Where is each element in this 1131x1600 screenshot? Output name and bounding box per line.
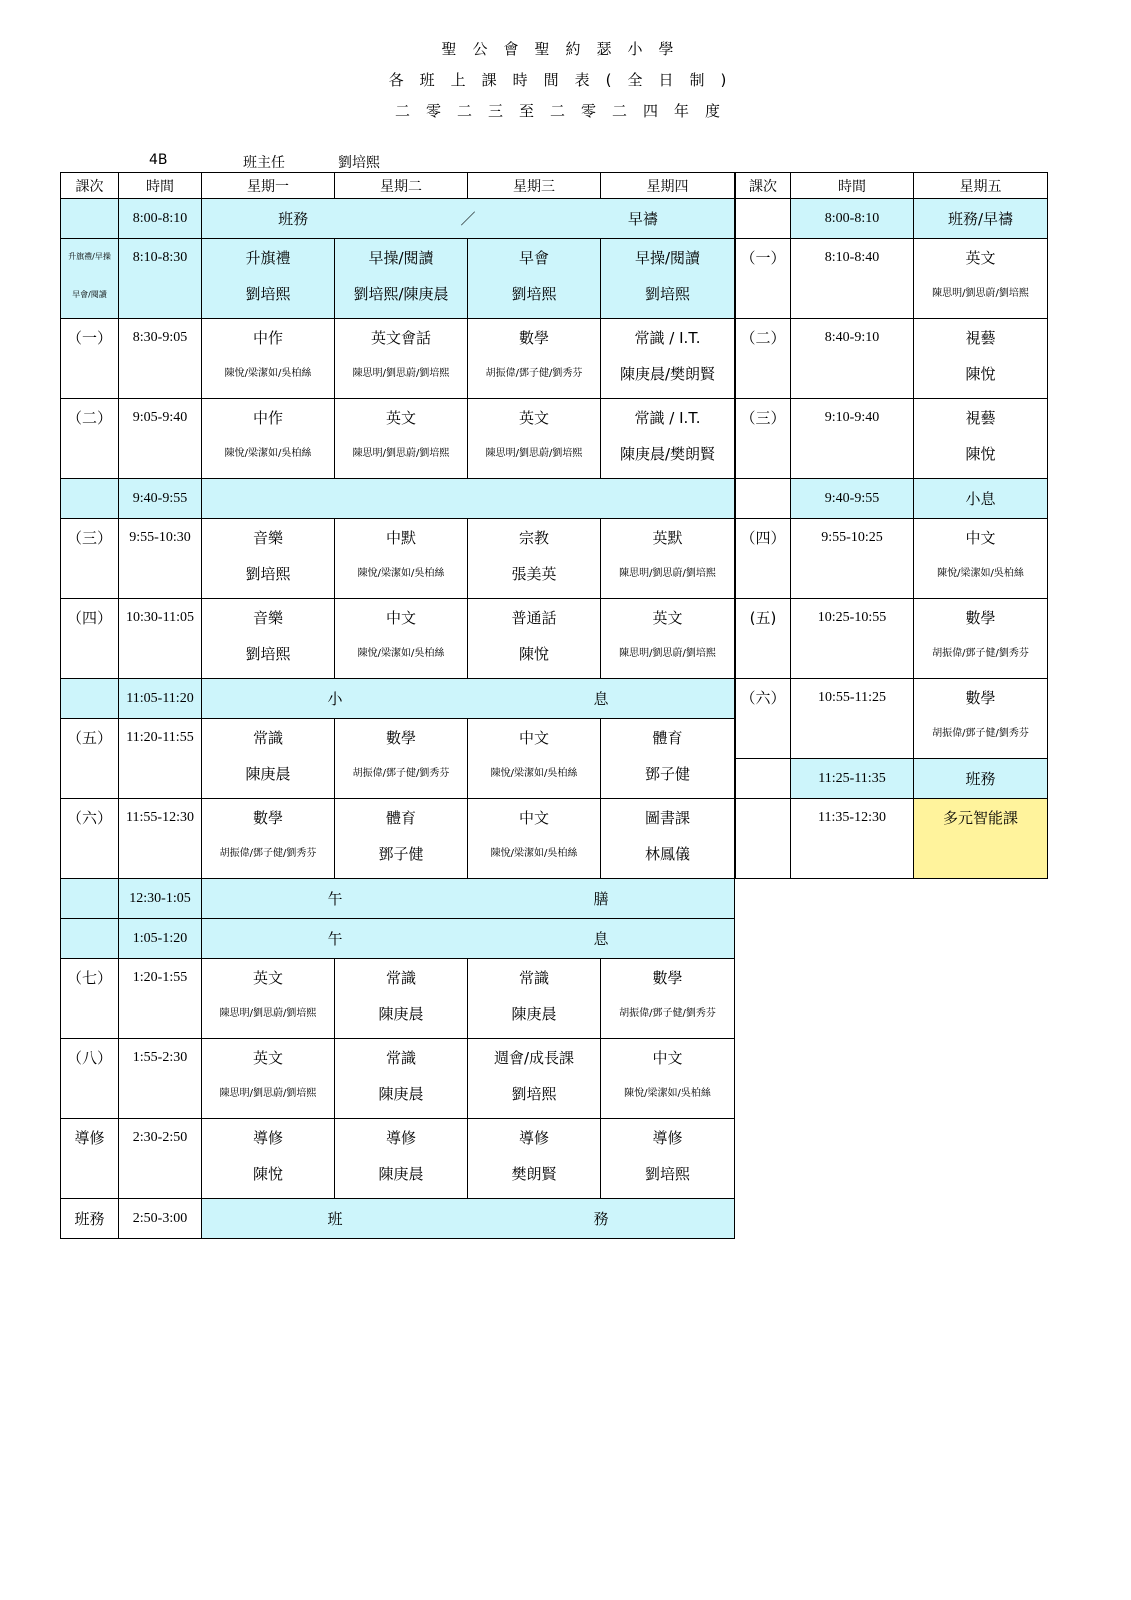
time-cell: 10:55-11:25 — [791, 679, 914, 759]
lesson-cell: 數學 胡振偉/鄧子健/劉秀芬 — [601, 959, 735, 1039]
lesson-cell: 常識 陳庚晨 — [202, 719, 335, 799]
col-period: 課次 — [61, 173, 119, 199]
table-row — [61, 1039, 735, 1119]
time-cell: 1:05-1:20 — [119, 919, 202, 959]
period-cell: （二） — [61, 399, 119, 479]
lesson-cell: 數學 胡振偉/鄧子健/劉秀芬 — [914, 599, 1048, 679]
friday-timetable — [735, 172, 1048, 879]
time-cell: 8:00-8:10 — [791, 199, 914, 239]
lesson-cell: 普通話 陳悅 — [468, 599, 601, 679]
time-cell: 11:25-11:35 — [791, 759, 914, 799]
table-row — [736, 679, 1048, 759]
lesson-cell: 視藝 陳悅 — [914, 319, 1048, 399]
period-cell: （八） — [61, 1039, 119, 1119]
time-cell: 9:55-10:30 — [119, 519, 202, 599]
table-row — [61, 479, 735, 519]
time-cell: 8:40-9:10 — [791, 319, 914, 399]
lesson-cell: 導修 樊朗賢 — [468, 1119, 601, 1199]
lesson-cell: 英文 陳思明/劉思蔚/劉培熙 — [468, 399, 601, 479]
time-cell: 9:40-9:55 — [119, 479, 202, 519]
period-cell: （三） — [61, 519, 119, 599]
table-row — [736, 399, 1048, 479]
lesson-cell: 早操/閱讀 劉培熙 — [601, 239, 735, 319]
period-cell — [61, 479, 119, 519]
lesson-cell: 英文 陳思明/劉思蔚/劉培熙 — [202, 959, 335, 1039]
time-cell: 11:05-11:20 — [119, 679, 202, 719]
period-cell: （三） — [736, 399, 791, 479]
table-row — [61, 719, 735, 799]
lesson-cell: 常識 陳庚晨 — [468, 959, 601, 1039]
table-row — [61, 1119, 735, 1199]
lesson-cell: 體育 鄧子健 — [601, 719, 735, 799]
table-row — [61, 519, 735, 599]
lesson-cell: 數學 胡振偉/鄧子健/劉秀芬 — [202, 799, 335, 879]
lesson-cell: 中文 陳悅/梁潔如/吳柏絲 — [468, 719, 601, 799]
lesson-cell: 班務/早禱 — [914, 199, 1048, 239]
period-cell: （六） — [736, 679, 791, 759]
period-cell: （五） — [61, 719, 119, 799]
table-row — [61, 679, 735, 719]
period-cell: 升旗禮/早操 早會/閱讀 — [61, 239, 119, 319]
col-time: 時間 — [791, 173, 914, 199]
lesson-cell: 常識 陳庚晨 — [335, 1039, 468, 1119]
time-cell: 9:05-9:40 — [119, 399, 202, 479]
time-cell: 8:10-8:30 — [119, 239, 202, 319]
lesson-cell: 英文 陳思明/劉思蔚/劉培熙 — [202, 1039, 335, 1119]
period-cell: （四） — [736, 519, 791, 599]
lesson-cell: 週會/成長課 劉培熙 — [468, 1039, 601, 1119]
lesson-cell: 常識 / I.T. 陳庚晨/樊朗賢 — [601, 399, 735, 479]
lesson-cell: 中作 陳悅/梁潔如/吳柏絲 — [202, 319, 335, 399]
table-row — [61, 399, 735, 479]
lesson-cell: 數學 胡振偉/鄧子健/劉秀芬 — [335, 719, 468, 799]
lesson-cell: 班務 — [914, 759, 1048, 799]
lesson-cell: 導修 劉培熙 — [601, 1119, 735, 1199]
lesson-cell: 中文 陳悅/梁潔如/吳柏絲 — [601, 1039, 735, 1119]
lesson-cell: 數學 胡振偉/鄧子健/劉秀芬 — [468, 319, 601, 399]
span-cell: 班務 ／ 早禱 — [202, 199, 735, 239]
lesson-cell: 中作 陳悅/梁潔如/吳柏絲 — [202, 399, 335, 479]
main-timetable — [60, 172, 735, 1239]
table-row — [736, 599, 1048, 679]
period-cell: （七） — [61, 959, 119, 1039]
col-thu: 星期四 — [601, 173, 735, 199]
class-teacher-name: 劉培熙 — [338, 155, 380, 171]
header-row — [736, 173, 1048, 199]
time-cell: 8:00-8:10 — [119, 199, 202, 239]
table-row — [736, 479, 1048, 519]
period-cell — [61, 919, 119, 959]
period-cell — [736, 759, 791, 799]
table-row — [61, 239, 735, 319]
col-mon: 星期一 — [202, 173, 335, 199]
table-row — [736, 199, 1048, 239]
col-time: 時間 — [119, 173, 202, 199]
period-cell: （四） — [61, 599, 119, 679]
time-cell: 1:20-1:55 — [119, 959, 202, 1039]
lesson-cell: 英文 陳思明/劉思蔚/劉培熙 — [335, 399, 468, 479]
time-cell: 9:10-9:40 — [791, 399, 914, 479]
table-row — [736, 759, 1048, 799]
span-cell — [202, 479, 735, 519]
lesson-cell: 宗教 張美英 — [468, 519, 601, 599]
period-cell — [61, 199, 119, 239]
period-cell: （六） — [61, 799, 119, 879]
time-cell: 9:40-9:55 — [791, 479, 914, 519]
time-cell: 11:20-11:55 — [119, 719, 202, 799]
table-row — [61, 1199, 735, 1239]
table-row — [61, 799, 735, 879]
lesson-cell: 導修 陳庚晨 — [335, 1119, 468, 1199]
table-row — [61, 599, 735, 679]
lesson-cell: 中文 陳悅/梁潔如/吳柏絲 — [335, 599, 468, 679]
lesson-cell: 英文 陳思明/劉思蔚/劉培熙 — [601, 599, 735, 679]
lesson-cell: 中默 陳悅/梁潔如/吳柏絲 — [335, 519, 468, 599]
lesson-cell: 中文 陳悅/梁潔如/吳柏絲 — [468, 799, 601, 879]
time-cell: 2:50-3:00 — [119, 1199, 202, 1239]
table-row — [61, 319, 735, 399]
period-cell: （一） — [61, 319, 119, 399]
lesson-cell: 常識 陳庚晨 — [335, 959, 468, 1039]
table-row — [736, 799, 1048, 879]
period-cell: （二） — [736, 319, 791, 399]
lesson-cell: 音樂 劉培熙 — [202, 599, 335, 679]
lesson-cell: 小息 — [914, 479, 1048, 519]
period-cell — [736, 479, 791, 519]
lesson-cell: 早操/閱讀 劉培熙/陳庚晨 — [335, 239, 468, 319]
time-cell: 11:55-12:30 — [119, 799, 202, 879]
lesson-cell: 圖書課 林鳳儀 — [601, 799, 735, 879]
lesson-cell: 英默 陳思明/劉思蔚/劉培熙 — [601, 519, 735, 599]
table-row — [61, 959, 735, 1039]
multiple-intelligence-cell: 多元智能課 — [914, 799, 1048, 879]
lesson-cell: 音樂 劉培熙 — [202, 519, 335, 599]
lesson-cell: 導修 陳悅 — [202, 1119, 335, 1199]
time-cell: 2:30-2:50 — [119, 1119, 202, 1199]
time-cell: 8:10-8:40 — [791, 239, 914, 319]
time-cell: 10:25-10:55 — [791, 599, 914, 679]
time-cell: 12:30-1:05 — [119, 879, 202, 919]
period-cell — [61, 679, 119, 719]
lesson-cell: 英文 陳思明/劉思蔚/劉培熙 — [914, 239, 1048, 319]
span-cell: 小 息 — [202, 679, 735, 719]
period-cell: 導修 — [61, 1119, 119, 1199]
table-row — [61, 879, 735, 919]
table-row — [736, 239, 1048, 319]
lesson-cell: 體育 鄧子健 — [335, 799, 468, 879]
period-cell: 班務 — [61, 1199, 119, 1239]
time-cell: 8:30-9:05 — [119, 319, 202, 399]
time-cell: 10:30-11:05 — [119, 599, 202, 679]
class-name: 4B — [149, 152, 168, 168]
lesson-cell: 常識 / I.T. 陳庚晨/樊朗賢 — [601, 319, 735, 399]
lesson-cell: 早會 劉培熙 — [468, 239, 601, 319]
lesson-cell: 中文 陳悅/梁潔如/吳柏絲 — [914, 519, 1048, 599]
table-row — [736, 319, 1048, 399]
school-name: 聖公會聖約瑟小學 — [441, 40, 690, 58]
span-cell: 午 膳 — [202, 879, 735, 919]
span-cell: 班 務 — [202, 1199, 735, 1239]
time-cell: 11:35-12:30 — [791, 799, 914, 879]
period-cell: （一） — [736, 239, 791, 319]
period-cell — [736, 199, 791, 239]
table-row — [61, 199, 735, 239]
header-row — [61, 173, 735, 199]
lesson-cell: 英文會話 陳思明/劉思蔚/劉培熙 — [335, 319, 468, 399]
lesson-cell: 數學 胡振偉/鄧子健/劉秀芬 — [914, 679, 1048, 759]
academic-year: 二零二三至二零二四年度 — [394, 102, 736, 120]
col-tue: 星期二 — [335, 173, 468, 199]
col-period: 課次 — [736, 173, 791, 199]
col-fri: 星期五 — [914, 173, 1048, 199]
period-cell: (五) — [736, 599, 791, 679]
lesson-cell: 視藝 陳悅 — [914, 399, 1048, 479]
period-cell — [736, 799, 791, 879]
table-row — [61, 919, 735, 959]
table-row — [736, 519, 1048, 599]
period-cell — [61, 879, 119, 919]
lesson-cell: 升旗禮 劉培熙 — [202, 239, 335, 319]
timetable-title: 各班上課時間表(全日制) — [388, 71, 743, 89]
teacher-label: 班主任 — [243, 155, 285, 171]
time-cell: 1:55-2:30 — [119, 1039, 202, 1119]
span-cell: 午 息 — [202, 919, 735, 959]
time-cell: 9:55-10:25 — [791, 519, 914, 599]
col-wed: 星期三 — [468, 173, 601, 199]
